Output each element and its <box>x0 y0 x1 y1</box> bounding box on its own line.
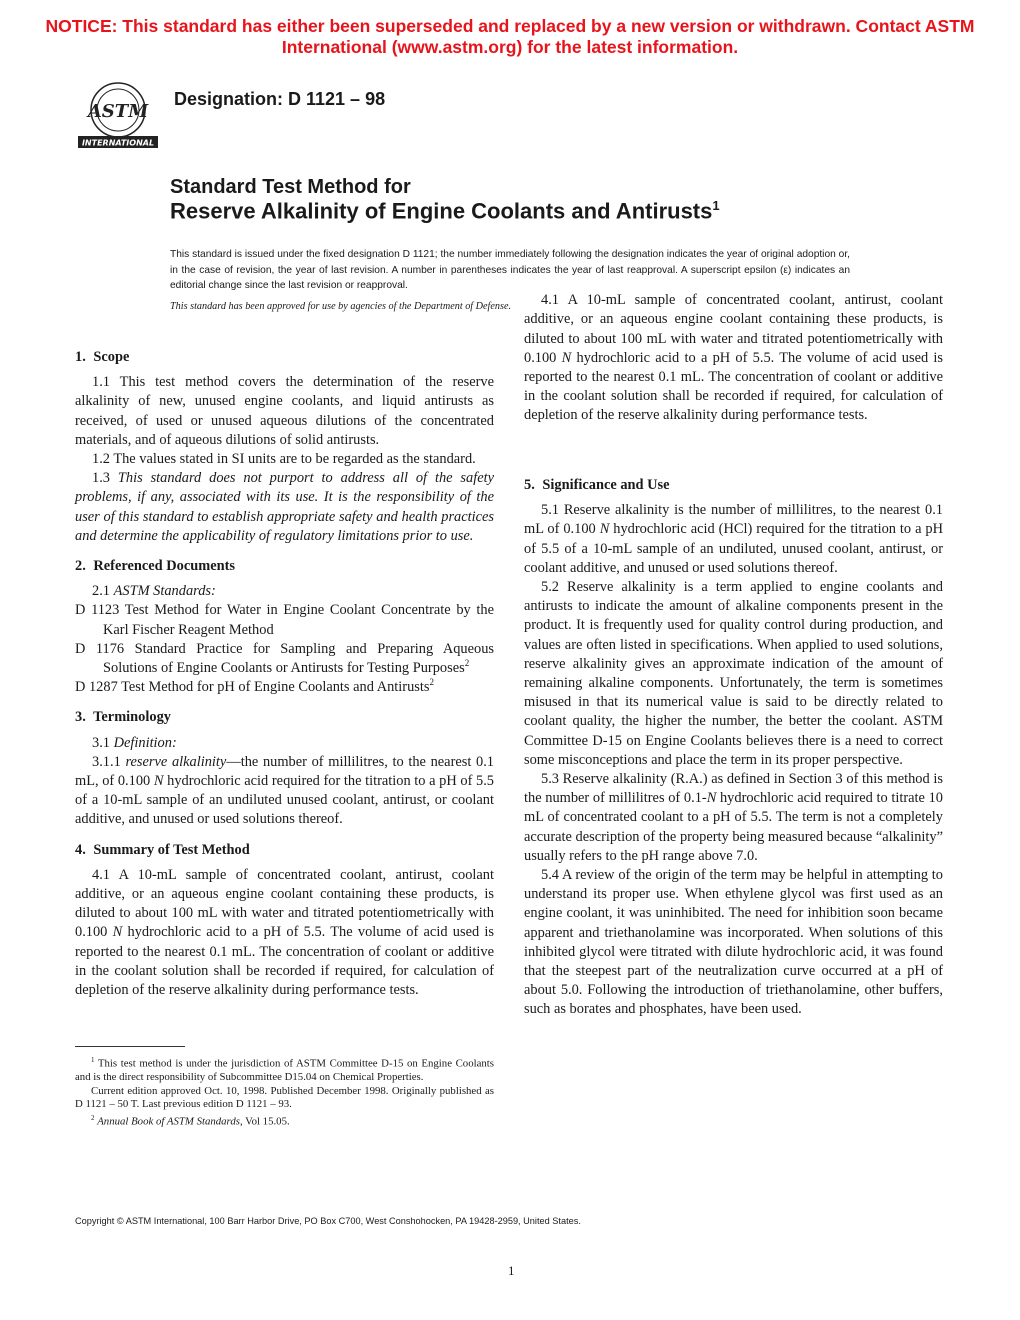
paragraph-4-1: 4.1 A 10-mL sample of concentrated coolant, antirust, coolant additive, or an aqueous engine coolant containing these products, is diluted to about 100 mL with water and titrated potentiometrically with 0.100 N hydrochloric acid to a pH of 5.5. The volume of acid used is reported to the nearest 0.1 mL. The concentration of coolant or additive in the coolant solution shall be recorded if required, for calculation of depletion of the reserve alkalinity during performance tests. <box>75 866 494 999</box>
designation: Designation: D 1121 – 98 <box>174 89 386 109</box>
paragraph-5-1: 5.1 Reserve alkalinity is the number of millilitres, to the nearest 0.1 mL of 0.100 N hydrochloric acid (HCl) required for the titration to a pH of 5.5 of a 10-mL sample of an undiluted, unused coolant, antirust, or coolant additive, and unused or used solutions thereof. <box>524 502 944 576</box>
section-heading-significance: 5. Significance and Use <box>524 477 670 493</box>
paragraph-1-3: 1.3 This standard does not purport to address all of the safety problems, if any, associated with its use. It is the responsibility of the user of this standard to establish appropriate safety and health practices and determine the applicability of regulatory limitations prior to use. <box>75 470 494 544</box>
section-heading-summary: 4. Summary of Test Method <box>75 841 250 858</box>
paragraph-5-3: 5.3 Reserve alkalinity (R.A.) as defined in Section 3 of this method is the number of millilitres of 0.1-N hydrochloric acid required to titrate 10 mL of concentrated coolant to a pH of 5.5. The term is not a completely accurate description of the property being measured because “alkalinity” usually refers to the pH range above 7.0. <box>524 771 943 864</box>
logo-bottom-text: INTERNATIONAL <box>81 138 155 148</box>
footnote-rule <box>75 1046 185 1047</box>
footnote-1: $^1$ This test method is under the jurisdiction of ASTM Committee D-15 on Engine Coolants and is the direct responsibility of Subcommittee D15.04 on Chemical Properties. <box>75 1056 494 1084</box>
section-heading-referenced-documents: 2. Referenced Documents <box>75 558 236 575</box>
paragraph-3-1-1: 3.1.1 reserve alkalinity—the number of millilitres, to the nearest 0.1 mL, of 0.100 N hydrochloric acid required for the titration to a pH of 5.5 of a 10-mL sample of an undiluted unused coolant, antirust, or coolant additive, and unused or used solutions thereof. <box>75 753 495 828</box>
reference-d1287: D 1287 Test Method for pH of Engine Coolants and Antirusts$^2$ <box>75 677 434 696</box>
reference-d1176: D 1176 Standard Practice for Sampling and Preparing Aqueous Solutions of Engine Coolants or Antirusts for Testing Purposes$^2$ <box>75 640 494 677</box>
paragraph-3-1: 3.1 Definition: <box>92 734 177 751</box>
paragraph-1-1: 1.1 This test method covers the determination of the reserve alkalinity of new, unused engine coolants, and liquid antirusts as received, of used or unused aqueous dilutions of the concentrated materials, and of aqueous dilutions of solid antirusts. <box>75 374 494 448</box>
title-footnote-mark: 1 <box>712 198 720 213</box>
footnote-1-history: Current edition approved Oct. 10, 1998. Published December 1998. Originally published as D 1121 – 50 T. Last previous edition D 1121 – 93. <box>75 1084 494 1111</box>
paragraph-1-2: 1.2 The values stated in SI units are to be regarded as the standard. <box>92 451 476 468</box>
section-heading-scope: 1. Scope <box>75 349 130 365</box>
title-line-1: Standard Test Method for <box>170 176 411 198</box>
footnotes <box>75 1054 494 1129</box>
reference-d1123: D 1123 Test Method for Water in Engine Coolant Concentrate by the Karl Fischer Reagent Method <box>75 602 494 638</box>
section-heading-terminology: 3. Terminology <box>75 709 171 726</box>
copyright: Copyright © ASTM International, 100 Barr Harbor Drive, PO Box C700, West Conshohocken, PA 19428-2959, United States. <box>75 1216 581 1226</box>
title-line-2: Reserve Alkalinity of Engine Coolants and Antirusts$^1$ <box>170 198 720 224</box>
paragraph-4-1-continued: 4.1 A 10-mL sample of concentrated coolant, antirust, coolant additive, or an aqueous engine coolant containing these products, is diluted to about 100 mL with water and titrated potentiometrically with 0.100 N hydrochloric acid to a pH of 5.5. The volume of acid used is reported to the nearest 0.1 mL. The concentration of coolant or additive in the coolant solution shall be recorded if required, for calculation of depletion of the reserve alkalinity during performance tests. <box>524 292 943 424</box>
paragraph-5-2: 5.2 Reserve alkalinity is a term applied to engine coolants and antirusts to indicate the amount of alkaline components present in the product. It is frequently used for quality control during production, and values are often listed in specifications. When applied to used solutions, reserve alkalinity gives an approximate indication of the amount of remaining alkaline components. Unfortunately, the term is sometimes misused in that its numerical value is said to be directly related to coolant quality, the higher the number, the better the coolant. ASTM Committee D-15 on Engine Coolants believes there is a need to correct some misconceptions and place the term in its proper perspective. <box>524 579 943 768</box>
page-number: 1 <box>508 1263 515 1278</box>
paragraph-5-4: 5.4 A review of the origin of the term may be helpful in attempting to understand its proper use. When ethylene glycol was first used as an engine coolant, it was uninhibited. The need for inhibition soon became apparent and triethanolamine was incorporated. When solutions of this inhibited glycol were titrated with dilute hydrochloric acid, it was found that the steepest part of the neutralization curve occurred at a pH of about 5.0. Following the introduction of triethanolamine, other buffers, such as borates and phosphates, have been used. <box>524 867 943 1018</box>
astm-international-logo-icon <box>76 80 160 152</box>
notice-banner: NOTICE: This standard has either been superseded and replaced by a new version or withdrawn. Contact ASTM International (www.astm.org) for the latest information. <box>45 16 975 57</box>
left-column <box>75 348 495 999</box>
paragraph-2-1: 2.1 ASTM Standards: <box>92 583 216 600</box>
dod-approval-note: This standard has been approved for use by agencies of the Department of Defense. <box>170 301 512 312</box>
footnote-2: $^2$ Annual Book of ASTM Standards, Vol 15.05. <box>91 1113 290 1128</box>
issued-note: This standard is issued under the fixed designation D 1121; the number immediately following the designation indicates the year of original adoption or, in the case of revision, the year of last revision. A number in parentheses indicates the year of last reapproval. A superscript epsilon (ε) indicates an editorial change since the last revision or reapproval. <box>170 249 850 291</box>
logo-top-text: ASTM <box>87 101 149 122</box>
